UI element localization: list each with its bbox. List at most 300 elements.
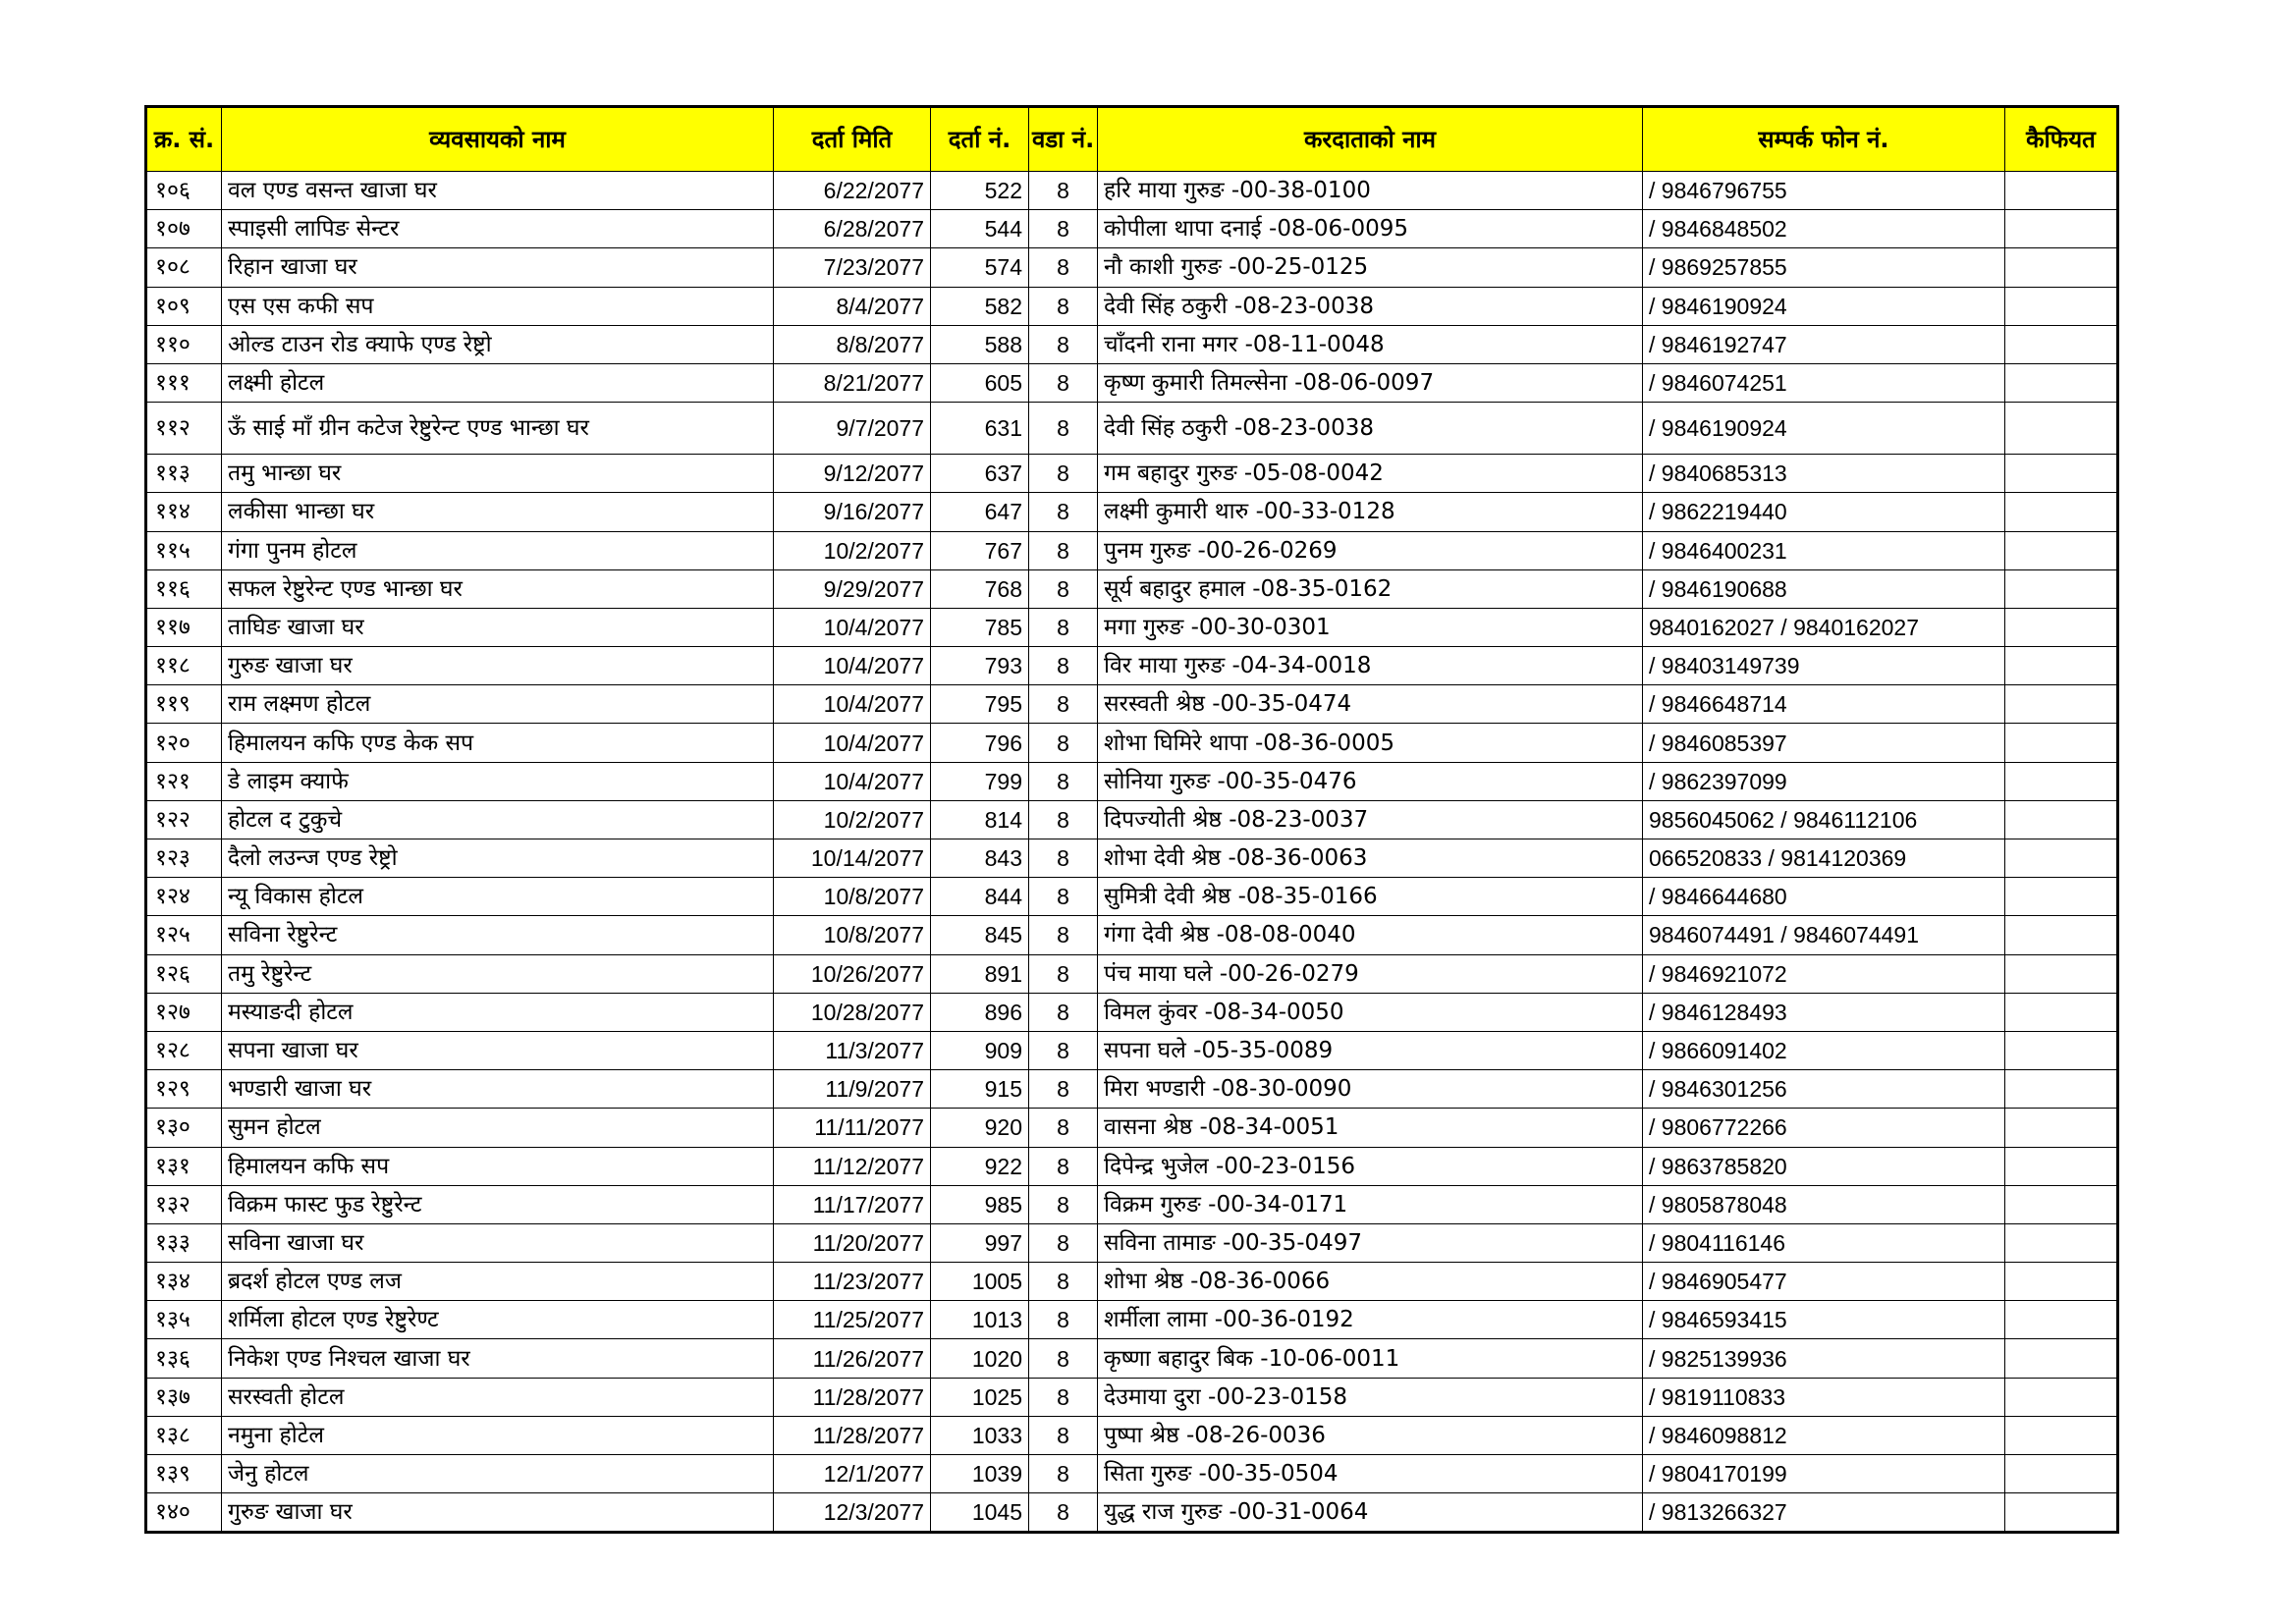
table-row: [146, 1263, 2118, 1301]
registration-number-cell: 997: [931, 1223, 1029, 1262]
table-row: [146, 531, 2118, 569]
serial-number-cell: ११७: [146, 608, 222, 646]
contact-phone-cell: / 9869257855: [1643, 248, 2005, 287]
serial-number-cell: १२४: [146, 878, 222, 916]
business-name-cell: वल एण्ड वसन्त खाजा घर: [222, 172, 774, 210]
business-name-cell: होटल द टुकुचे: [222, 800, 774, 839]
business-name-cell: नमुना होटेल: [222, 1416, 774, 1454]
serial-number-cell: ११३: [146, 455, 222, 493]
table-row: [146, 1223, 2118, 1262]
remarks-cell: [2005, 493, 2118, 531]
business-registry-table: [144, 105, 2119, 1534]
ward-number-cell: 8: [1029, 1455, 1098, 1493]
registration-date-cell: 11/11/2077: [774, 1109, 931, 1147]
serial-number-cell: १३८: [146, 1416, 222, 1454]
taxpayer-name-cell: सरस्वती श्रेष्ठ -00-35-0474: [1098, 685, 1643, 724]
table-row: [146, 685, 2118, 724]
taxpayer-name-cell: चाँदनी राना मगर -08-11-0048: [1098, 325, 1643, 363]
serial-number-cell: १३६: [146, 1339, 222, 1378]
header-ward-number: वडा नं.: [1029, 107, 1098, 172]
table-header: [146, 107, 2118, 172]
registration-date-cell: 8/4/2077: [774, 287, 931, 325]
registration-number-cell: 785: [931, 608, 1029, 646]
registration-date-cell: 8/21/2077: [774, 363, 931, 402]
ward-number-cell: 8: [1029, 1301, 1098, 1339]
remarks-cell: [2005, 403, 2118, 455]
serial-number-cell: १११: [146, 363, 222, 402]
business-name-cell: गुरुङ खाजा घर: [222, 1493, 774, 1533]
contact-phone-cell: / 9846648714: [1643, 685, 2005, 724]
remarks-cell: [2005, 1070, 2118, 1109]
serial-number-cell: १३३: [146, 1223, 222, 1262]
table-row: [146, 455, 2118, 493]
business-name-cell: शर्मिला होटल एण्ड रेष्टुरेण्ट: [222, 1301, 774, 1339]
remarks-cell: [2005, 647, 2118, 685]
taxpayer-name-cell: विमल कुंवर -08-34-0050: [1098, 993, 1643, 1031]
taxpayer-name-cell: शोभा श्रेष्ठ -08-36-0066: [1098, 1263, 1643, 1301]
registration-number-cell: 920: [931, 1109, 1029, 1147]
taxpayer-name-cell: वासना श्रेष्ठ -08-34-0051: [1098, 1109, 1643, 1147]
taxpayer-name-cell: सूर्य बहादुर हमाल -08-35-0162: [1098, 569, 1643, 608]
contact-phone-cell: / 9846301256: [1643, 1070, 2005, 1109]
remarks-cell: [2005, 1339, 2118, 1378]
registration-number-cell: 767: [931, 531, 1029, 569]
contact-phone-cell: / 9846593415: [1643, 1301, 2005, 1339]
ward-number-cell: 8: [1029, 363, 1098, 402]
taxpayer-name-cell: कृष्णा बहादुर बिक -10-06-0011: [1098, 1339, 1643, 1378]
serial-number-cell: १२८: [146, 1031, 222, 1069]
business-name-cell: डे लाइम क्याफे: [222, 762, 774, 800]
contact-phone-cell: / 9804170199: [1643, 1455, 2005, 1493]
taxpayer-name-cell: नौ काशी गुरुङ -00-25-0125: [1098, 248, 1643, 287]
registration-number-cell: 796: [931, 724, 1029, 762]
ward-number-cell: 8: [1029, 1339, 1098, 1378]
taxpayer-name-cell: शोभा देवी श्रेष्ठ -08-36-0063: [1098, 839, 1643, 878]
table-row: [146, 1147, 2118, 1185]
taxpayer-name-cell: कृष्ण कुमारी तिमल्सेना -08-06-0097: [1098, 363, 1643, 402]
business-name-cell: ओल्ड टाउन रोड क्याफे एण्ड रेष्ट्रो: [222, 325, 774, 363]
registration-number-cell: 844: [931, 878, 1029, 916]
business-name-cell: तमु भान्छा घर: [222, 455, 774, 493]
registration-date-cell: 10/2/2077: [774, 800, 931, 839]
serial-number-cell: ११०: [146, 325, 222, 363]
header-serial-number: क्र. सं.: [146, 107, 222, 172]
ward-number-cell: 8: [1029, 1223, 1098, 1262]
taxpayer-name-cell: कोपीला थापा दनाई -08-06-0095: [1098, 210, 1643, 248]
registration-date-cell: 12/3/2077: [774, 1493, 931, 1533]
contact-phone-cell: / 9866091402: [1643, 1031, 2005, 1069]
registration-number-cell: 891: [931, 954, 1029, 993]
table-row: [146, 1301, 2118, 1339]
contact-phone-cell: / 9846190924: [1643, 403, 2005, 455]
registration-number-cell: 1045: [931, 1493, 1029, 1533]
serial-number-cell: १०६: [146, 172, 222, 210]
serial-number-cell: १२१: [146, 762, 222, 800]
table-row: [146, 172, 2118, 210]
contact-phone-cell: / 9846074251: [1643, 363, 2005, 402]
table-row: [146, 248, 2118, 287]
registration-date-cell: 9/16/2077: [774, 493, 931, 531]
registration-number-cell: 1020: [931, 1339, 1029, 1378]
ward-number-cell: 8: [1029, 839, 1098, 878]
remarks-cell: [2005, 248, 2118, 287]
ward-number-cell: 8: [1029, 1185, 1098, 1223]
registration-number-cell: 582: [931, 287, 1029, 325]
remarks-cell: [2005, 839, 2118, 878]
taxpayer-name-cell: दिपज्योती श्रेष्ठ -08-23-0037: [1098, 800, 1643, 839]
business-name-cell: मस्याङदी होटल: [222, 993, 774, 1031]
registration-date-cell: 9/12/2077: [774, 455, 931, 493]
header-contact-phone: सम्पर्क फोन नं.: [1643, 107, 2005, 172]
registration-date-cell: 6/28/2077: [774, 210, 931, 248]
serial-number-cell: १२९: [146, 1070, 222, 1109]
registration-date-cell: 11/17/2077: [774, 1185, 931, 1223]
serial-number-cell: १२५: [146, 916, 222, 954]
business-name-cell: हिमालयन कफि सप: [222, 1147, 774, 1185]
registration-date-cell: 12/1/2077: [774, 1455, 931, 1493]
taxpayer-name-cell: पुष्पा श्रेष्ठ -08-26-0036: [1098, 1416, 1643, 1454]
serial-number-cell: १३०: [146, 1109, 222, 1147]
table-row: [146, 762, 2118, 800]
serial-number-cell: १३२: [146, 1185, 222, 1223]
registration-number-cell: 909: [931, 1031, 1029, 1069]
business-name-cell: हिमालयन कफि एण्ड केक सप: [222, 724, 774, 762]
registration-date-cell: 10/8/2077: [774, 916, 931, 954]
remarks-cell: [2005, 762, 2118, 800]
business-name-cell: तमु रेष्टुरेन्ट: [222, 954, 774, 993]
registration-number-cell: 605: [931, 363, 1029, 402]
business-name-cell: ब्रदर्श होटल एण्ड लज: [222, 1263, 774, 1301]
business-name-cell: न्यू विकास होटल: [222, 878, 774, 916]
contact-phone-cell: / 9813266327: [1643, 1493, 2005, 1533]
business-name-cell: ताघिङ खाजा घर: [222, 608, 774, 646]
serial-number-cell: १२२: [146, 800, 222, 839]
registration-date-cell: 11/25/2077: [774, 1301, 931, 1339]
contact-phone-cell: / 9805878048: [1643, 1185, 2005, 1223]
remarks-cell: [2005, 1455, 2118, 1493]
remarks-cell: [2005, 325, 2118, 363]
registration-date-cell: 11/23/2077: [774, 1263, 931, 1301]
table-row: [146, 647, 2118, 685]
remarks-cell: [2005, 878, 2118, 916]
serial-number-cell: ११९: [146, 685, 222, 724]
table-row: [146, 1031, 2118, 1069]
header-registration-date: दर्ता मिति: [774, 107, 931, 172]
ward-number-cell: 8: [1029, 248, 1098, 287]
contact-phone-cell: 9856045062 / 9846112106: [1643, 800, 2005, 839]
registration-date-cell: 11/28/2077: [774, 1416, 931, 1454]
contact-phone-cell: / 9819110833: [1643, 1378, 2005, 1416]
taxpayer-name-cell: सपना घले -05-35-0089: [1098, 1031, 1643, 1069]
taxpayer-name-cell: देउमाया दुरा -00-23-0158: [1098, 1378, 1643, 1416]
business-name-cell: सफल रेष्टुरेन्ट एण्ड भान्छा घर: [222, 569, 774, 608]
table-row: [146, 287, 2118, 325]
contact-phone-cell: 9846074491 / 9846074491: [1643, 916, 2005, 954]
business-name-cell: एस एस कफी सप: [222, 287, 774, 325]
table-row: [146, 493, 2118, 531]
contact-phone-cell: / 9863785820: [1643, 1147, 2005, 1185]
contact-phone-cell: 9840162027 / 9840162027: [1643, 608, 2005, 646]
contact-phone-cell: / 9804116146: [1643, 1223, 2005, 1262]
contact-phone-cell: / 9846905477: [1643, 1263, 2005, 1301]
remarks-cell: [2005, 1301, 2118, 1339]
table-row: [146, 1185, 2118, 1223]
table-row: [146, 1070, 2118, 1109]
taxpayer-name-cell: सुमित्री देवी श्रेष्ठ -08-35-0166: [1098, 878, 1643, 916]
remarks-cell: [2005, 1147, 2118, 1185]
registration-number-cell: 795: [931, 685, 1029, 724]
remarks-cell: [2005, 1185, 2118, 1223]
serial-number-cell: १०७: [146, 210, 222, 248]
registration-number-cell: 896: [931, 993, 1029, 1031]
serial-number-cell: १२३: [146, 839, 222, 878]
serial-number-cell: १०८: [146, 248, 222, 287]
business-name-cell: भण्डारी खाजा घर: [222, 1070, 774, 1109]
taxpayer-name-cell: सिता गुरुङ -00-35-0504: [1098, 1455, 1643, 1493]
contact-phone-cell: / 9846128493: [1643, 993, 2005, 1031]
registration-date-cell: 10/4/2077: [774, 647, 931, 685]
remarks-cell: [2005, 1378, 2118, 1416]
registration-date-cell: 10/4/2077: [774, 762, 931, 800]
contact-phone-cell: / 9846921072: [1643, 954, 2005, 993]
registration-number-cell: 845: [931, 916, 1029, 954]
remarks-cell: [2005, 287, 2118, 325]
taxpayer-name-cell: सविना तामाङ -00-35-0497: [1098, 1223, 1643, 1262]
business-name-cell: सुमन होटल: [222, 1109, 774, 1147]
registration-number-cell: 637: [931, 455, 1029, 493]
serial-number-cell: ११२: [146, 403, 222, 455]
registration-number-cell: 522: [931, 172, 1029, 210]
table-row: [146, 1109, 2118, 1147]
taxpayer-name-cell: पुनम गुरुङ -00-26-0269: [1098, 531, 1643, 569]
registration-number-cell: 768: [931, 569, 1029, 608]
taxpayer-name-cell: शर्मीला लामा -00-36-0192: [1098, 1301, 1643, 1339]
contact-phone-cell: / 9862219440: [1643, 493, 2005, 531]
registration-date-cell: 10/26/2077: [774, 954, 931, 993]
serial-number-cell: १३९: [146, 1455, 222, 1493]
registration-number-cell: 1025: [931, 1378, 1029, 1416]
taxpayer-name-cell: शोभा घिमिरे थापा -08-36-0005: [1098, 724, 1643, 762]
business-name-cell: गंगा पुनम होटल: [222, 531, 774, 569]
taxpayer-name-cell: पंच माया घले -00-26-0279: [1098, 954, 1643, 993]
registration-date-cell: 8/8/2077: [774, 325, 931, 363]
table-row: [146, 325, 2118, 363]
table-row: [146, 800, 2118, 839]
table-row: [146, 1455, 2118, 1493]
ward-number-cell: 8: [1029, 762, 1098, 800]
table-row: [146, 954, 2118, 993]
remarks-cell: [2005, 993, 2118, 1031]
registration-date-cell: 10/8/2077: [774, 878, 931, 916]
remarks-cell: [2005, 210, 2118, 248]
ward-number-cell: 8: [1029, 1263, 1098, 1301]
registration-number-cell: 793: [931, 647, 1029, 685]
ward-number-cell: 8: [1029, 685, 1098, 724]
contact-phone-cell: / 9862397099: [1643, 762, 2005, 800]
ward-number-cell: 8: [1029, 1493, 1098, 1533]
ward-number-cell: 8: [1029, 493, 1098, 531]
remarks-cell: [2005, 685, 2118, 724]
table-row: [146, 916, 2118, 954]
header-business-name: व्यवसायको नाम: [222, 107, 774, 172]
table-row: [146, 1339, 2118, 1378]
taxpayer-name-cell: गम बहादुर गुरुङ -05-08-0042: [1098, 455, 1643, 493]
ward-number-cell: 8: [1029, 1378, 1098, 1416]
remarks-cell: [2005, 916, 2118, 954]
ward-number-cell: 8: [1029, 1147, 1098, 1185]
registration-number-cell: 647: [931, 493, 1029, 531]
table-row: [146, 403, 2118, 455]
business-name-cell: गुरुङ खाजा घर: [222, 647, 774, 685]
registration-date-cell: 10/28/2077: [774, 993, 931, 1031]
business-name-cell: विक्रम फास्ट फुड रेष्टुरेन्ट: [222, 1185, 774, 1223]
business-name-cell: रिहान खाजा घर: [222, 248, 774, 287]
ward-number-cell: 8: [1029, 1416, 1098, 1454]
remarks-cell: [2005, 1031, 2118, 1069]
registration-date-cell: 10/2/2077: [774, 531, 931, 569]
table-row: [146, 569, 2118, 608]
taxpayer-name-cell: मिरा भण्डारी -08-30-0090: [1098, 1070, 1643, 1109]
serial-number-cell: ११८: [146, 647, 222, 685]
registration-date-cell: 9/29/2077: [774, 569, 931, 608]
contact-phone-cell: / 9846098812: [1643, 1416, 2005, 1454]
table-row: [146, 1416, 2118, 1454]
ward-number-cell: 8: [1029, 1031, 1098, 1069]
ward-number-cell: 8: [1029, 916, 1098, 954]
serial-number-cell: १३१: [146, 1147, 222, 1185]
registration-date-cell: 6/22/2077: [774, 172, 931, 210]
registration-number-cell: 588: [931, 325, 1029, 363]
contact-phone-cell: / 98403149739: [1643, 647, 2005, 685]
registration-date-cell: 10/4/2077: [774, 608, 931, 646]
registration-date-cell: 10/14/2077: [774, 839, 931, 878]
business-registry-sheet: [144, 105, 2119, 1534]
registration-date-cell: 11/26/2077: [774, 1339, 931, 1378]
serial-number-cell: १४०: [146, 1493, 222, 1533]
ward-number-cell: 8: [1029, 210, 1098, 248]
business-name-cell: सरस्वती होटल: [222, 1378, 774, 1416]
remarks-cell: [2005, 172, 2118, 210]
contact-phone-cell: / 9840685313: [1643, 455, 2005, 493]
business-name-cell: निकेश एण्ड निश्चल खाजा घर: [222, 1339, 774, 1378]
table-row: [146, 210, 2118, 248]
remarks-cell: [2005, 1223, 2118, 1262]
header-row: [146, 107, 2118, 172]
table-row: [146, 993, 2118, 1031]
remarks-cell: [2005, 800, 2118, 839]
registration-date-cell: 11/3/2077: [774, 1031, 931, 1069]
table-row: [146, 1378, 2118, 1416]
remarks-cell: [2005, 363, 2118, 402]
contact-phone-cell: / 9846190924: [1643, 287, 2005, 325]
registration-number-cell: 631: [931, 403, 1029, 455]
registration-date-cell: 11/9/2077: [774, 1070, 931, 1109]
remarks-cell: [2005, 954, 2118, 993]
table-body: [146, 172, 2118, 1533]
ward-number-cell: 8: [1029, 325, 1098, 363]
serial-number-cell: १३७: [146, 1378, 222, 1416]
ward-number-cell: 8: [1029, 531, 1098, 569]
registration-number-cell: 799: [931, 762, 1029, 800]
taxpayer-name-cell: लक्ष्मी कुमारी थारु -00-33-0128: [1098, 493, 1643, 531]
contact-phone-cell: / 9846400231: [1643, 531, 2005, 569]
serial-number-cell: १२७: [146, 993, 222, 1031]
business-name-cell: ऊँ साई माँ ग्रीन कटेज रेष्टुरेन्ट एण्ड भान्छा घर: [222, 403, 774, 455]
table-row: [146, 363, 2118, 402]
business-name-cell: जेनु होटल: [222, 1455, 774, 1493]
contact-phone-cell: 066520833 / 9814120369: [1643, 839, 2005, 878]
taxpayer-name-cell: गंगा देवी श्रेष्ठ -08-08-0040: [1098, 916, 1643, 954]
registration-date-cell: 11/20/2077: [774, 1223, 931, 1262]
ward-number-cell: 8: [1029, 403, 1098, 455]
business-name-cell: लक्ष्मी होटल: [222, 363, 774, 402]
registration-number-cell: 1013: [931, 1301, 1029, 1339]
taxpayer-name-cell: देवी सिंह ठकुरी -08-23-0038: [1098, 403, 1643, 455]
taxpayer-name-cell: मगा गुरुङ -00-30-0301: [1098, 608, 1643, 646]
serial-number-cell: १२६: [146, 954, 222, 993]
ward-number-cell: 8: [1029, 878, 1098, 916]
registration-date-cell: 11/12/2077: [774, 1147, 931, 1185]
ward-number-cell: 8: [1029, 647, 1098, 685]
registration-date-cell: 9/7/2077: [774, 403, 931, 455]
business-name-cell: सविना खाजा घर: [222, 1223, 774, 1262]
remarks-cell: [2005, 724, 2118, 762]
ward-number-cell: 8: [1029, 1109, 1098, 1147]
remarks-cell: [2005, 608, 2118, 646]
taxpayer-name-cell: विर माया गुरुङ -04-34-0018: [1098, 647, 1643, 685]
table-row: [146, 608, 2118, 646]
taxpayer-name-cell: देवी सिंह ठकुरी -08-23-0038: [1098, 287, 1643, 325]
taxpayer-name-cell: हरि माया गुरुङ -00-38-0100: [1098, 172, 1643, 210]
registration-number-cell: 843: [931, 839, 1029, 878]
ward-number-cell: 8: [1029, 724, 1098, 762]
registration-number-cell: 922: [931, 1147, 1029, 1185]
registration-number-cell: 915: [931, 1070, 1029, 1109]
header-registration-number: दर्ता नं.: [931, 107, 1029, 172]
header-remarks: कैफियत: [2005, 107, 2118, 172]
business-name-cell: सविना रेष्टुरेन्ट: [222, 916, 774, 954]
remarks-cell: [2005, 1263, 2118, 1301]
registration-number-cell: 574: [931, 248, 1029, 287]
contact-phone-cell: / 9846796755: [1643, 172, 2005, 210]
taxpayer-name-cell: सोनिया गुरुङ -00-35-0476: [1098, 762, 1643, 800]
header-taxpayer-name: करदाताको नाम: [1098, 107, 1643, 172]
registration-number-cell: 1033: [931, 1416, 1029, 1454]
ward-number-cell: 8: [1029, 1070, 1098, 1109]
contact-phone-cell: / 9846192747: [1643, 325, 2005, 363]
serial-number-cell: १०९: [146, 287, 222, 325]
serial-number-cell: ११४: [146, 493, 222, 531]
contact-phone-cell: / 9846190688: [1643, 569, 2005, 608]
contact-phone-cell: / 9825139936: [1643, 1339, 2005, 1378]
registration-number-cell: 544: [931, 210, 1029, 248]
ward-number-cell: 8: [1029, 455, 1098, 493]
registration-number-cell: 814: [931, 800, 1029, 839]
remarks-cell: [2005, 531, 2118, 569]
table-row: [146, 878, 2118, 916]
taxpayer-name-cell: युद्ध राज गुरुङ -00-31-0064: [1098, 1493, 1643, 1533]
registration-date-cell: 10/4/2077: [774, 685, 931, 724]
remarks-cell: [2005, 569, 2118, 608]
contact-phone-cell: / 9846085397: [1643, 724, 2005, 762]
table-row: [146, 839, 2118, 878]
registration-date-cell: 7/23/2077: [774, 248, 931, 287]
remarks-cell: [2005, 1109, 2118, 1147]
business-name-cell: लकीसा भान्छा घर: [222, 493, 774, 531]
ward-number-cell: 8: [1029, 608, 1098, 646]
business-name-cell: राम लक्ष्मण होटल: [222, 685, 774, 724]
remarks-cell: [2005, 1493, 2118, 1533]
